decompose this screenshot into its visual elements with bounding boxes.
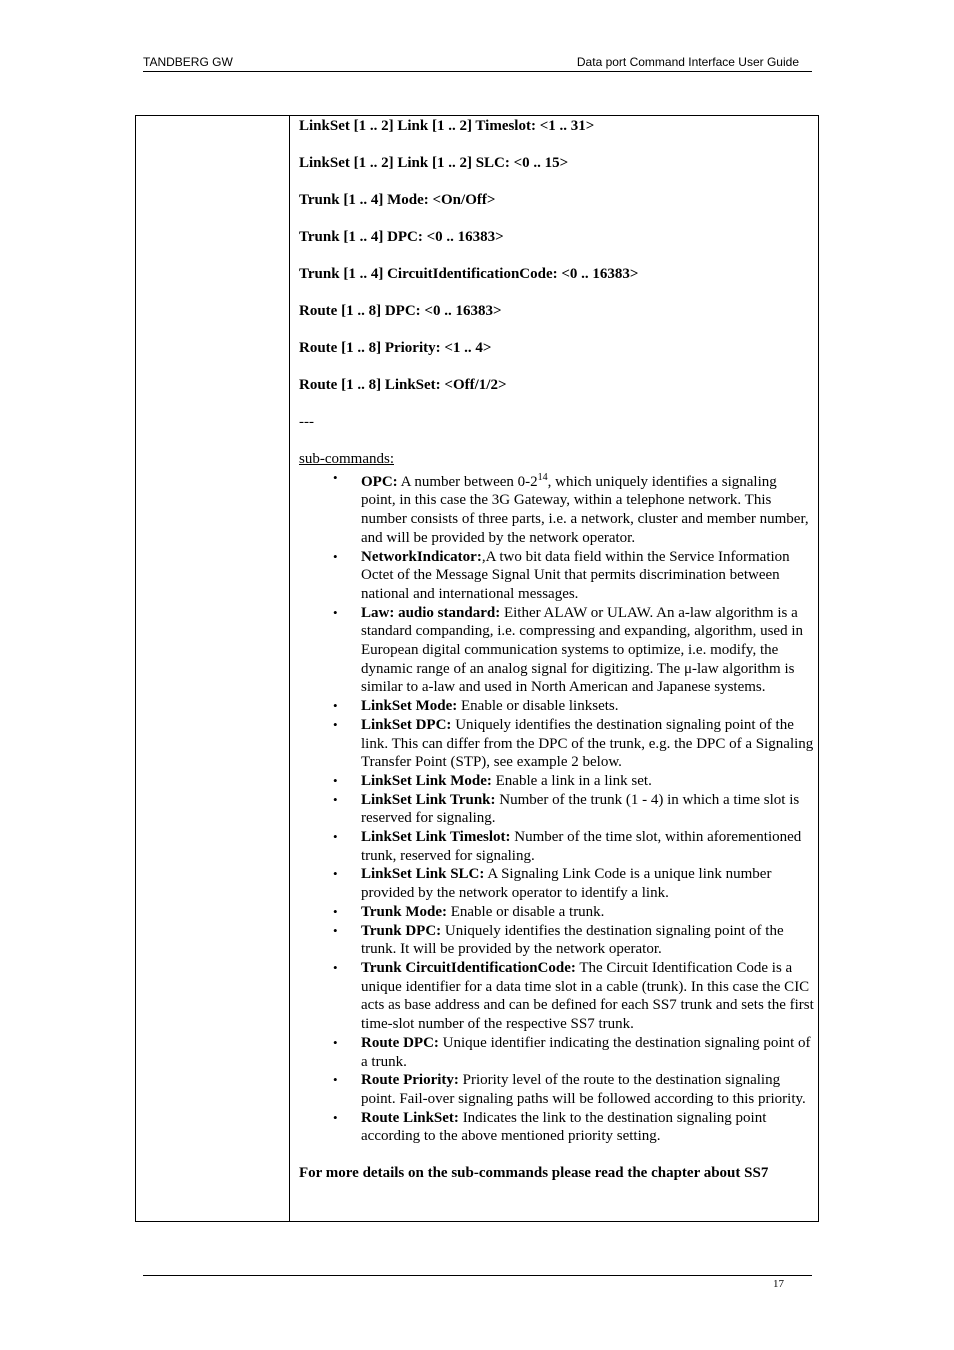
subcommand-term: LinkSet Link SLC: <box>361 866 485 883</box>
subcommand-term: Trunk DPC: <box>361 922 442 939</box>
bullet-icon: • <box>333 866 338 882</box>
command-syntax: LinkSet [1 .. 2] Link [1 .. 2] SLC: <0 .. 15> <box>299 155 569 171</box>
bullet-icon: • <box>333 922 338 938</box>
subcommand-term: NetworkIndicator: <box>361 548 482 565</box>
command-syntax: Route [1 .. 8] Priority: <1 .. 4> <box>299 340 492 356</box>
subcommand-item <box>299 716 814 772</box>
subcommand-term: Trunk CircuitIdentificationCode: <box>361 959 576 976</box>
subcommand-term: Route LinkSet: <box>361 1109 459 1126</box>
command-syntax: Trunk [1 .. 4] CircuitIdentificationCode: <0 .. 16383> <box>299 266 639 282</box>
subcommand-item <box>299 922 814 959</box>
subcommand-term: LinkSet Link Trunk: <box>361 791 496 808</box>
command-table <box>135 115 819 1222</box>
subcommand-text: Either ALAW or ULAW. An a-law algorithm is a standard companding, i.e. compressing and expanding, algorithm, used in European digital communication systems to optimize, i.e. modify, the dynamic range of an analog signal for digitizing. The μ-law algorithm is similar to a-law and used in North American and Japanese systems. <box>361 604 803 696</box>
subcommand-text: , which uniquely identifies a signaling point, in this case the 3G Gateway, within a telephone network. This number consists of three parts, i.e. a network, cluster and member number, and will be provided by the network operator. <box>361 473 809 546</box>
page-number: 17 <box>773 1278 784 1290</box>
command-syntax: LinkSet [1 .. 2] Link [1 .. 2] Timeslot: <1 .. 31> <box>299 118 595 134</box>
subcommand-text: The Circuit Identification Code is a unique identifier for a data time slot in a cable (trunk). In this case the CIC acts as base address and can be defined for each SS7 trunk and sets the first time-slot number of the respective SS7 trunk. <box>361 959 814 1033</box>
bullet-icon: • <box>333 829 338 845</box>
subcommand-text: Uniquely identifies the destination signaling point of the trunk. It will be provided by the network operator. <box>361 922 784 958</box>
subcommand-item <box>299 828 814 865</box>
subcommand-item <box>299 791 814 828</box>
subcommand-text: Priority level of the route to the destination signaling point. Fail-over signaling paths will be followed according to this priority. <box>361 1072 806 1107</box>
subcommand-term: Law: audio standard: <box>361 604 501 621</box>
subcommand-item <box>299 1109 814 1146</box>
command-syntax: Route [1 .. 8] LinkSet: <Off/1/2> <box>299 377 507 393</box>
subcommand-item <box>299 865 814 902</box>
bullet-icon: • <box>333 548 338 564</box>
separator: --- <box>299 414 314 430</box>
bullet-icon: • <box>333 1072 338 1088</box>
bullet-icon: • <box>333 698 338 714</box>
subcommand-text: Indicates the link to the destination signaling point according to the above mentioned priority setting. <box>361 1109 767 1145</box>
column-divider <box>289 116 290 1221</box>
subcommand-term: Trunk Mode: <box>361 903 447 920</box>
command-list <box>299 117 814 413</box>
subcommand-text: Enable or disable linksets. <box>457 698 619 715</box>
subcommand-text: Enable or disable a trunk. <box>446 903 605 920</box>
command-description-cell <box>299 117 814 1183</box>
bullet-icon: • <box>333 903 338 919</box>
bullet-icon: • <box>333 469 338 485</box>
subcommand-term: Route DPC: <box>361 1034 439 1051</box>
subcommand-item <box>299 1034 814 1071</box>
subcommand-term: LinkSet DPC: <box>361 716 452 733</box>
header-left: TANDBERG GW <box>143 55 233 69</box>
subcommand-item <box>299 548 814 604</box>
subcommand-term: OPC: <box>361 473 398 490</box>
subcommand-item <box>299 697 814 716</box>
bullet-icon: • <box>333 772 338 788</box>
subcommand-item <box>299 772 814 791</box>
bullet-icon: • <box>333 959 338 975</box>
bullet-icon: • <box>333 791 338 807</box>
subcommand-text: Unique identifier indicating the destination signaling point of a trunk. <box>361 1034 811 1070</box>
bullet-icon: • <box>333 1109 338 1125</box>
subcommand-item <box>299 604 814 698</box>
command-syntax: Route [1 .. 8] DPC: <0 .. 16383> <box>299 303 502 319</box>
subcommand-text: Enable a link in a link set. <box>491 772 652 789</box>
subcommand-term: LinkSet Link Mode: <box>361 772 492 789</box>
subcommand-term: Route Priority: <box>361 1072 459 1089</box>
exponent: 14 <box>537 471 548 483</box>
header-right: Data port Command Interface User Guide <box>576 55 799 69</box>
subcommand-text: ,A two bit data field within the Service Information Octet of the Message Signal Unit that permits discrimination between national and international messages. <box>361 548 790 602</box>
subcommand-item <box>299 903 814 922</box>
subcommand-item <box>299 1071 814 1108</box>
subcommand-item <box>299 469 814 548</box>
command-syntax: Trunk [1 .. 4] DPC: <0 .. 16383> <box>299 229 504 245</box>
bullet-icon: • <box>333 716 338 732</box>
subcommand-term: LinkSet Link Timeslot: <box>361 829 511 846</box>
page-header <box>143 54 812 72</box>
subcommand-text: Number of the trunk (1 - 4) in which a time slot is reserved for signaling. <box>361 791 800 827</box>
subcommands-heading: sub-commands: <box>299 451 394 467</box>
bullet-icon: • <box>333 1034 338 1050</box>
page-footer <box>143 1275 812 1290</box>
bullet-icon: • <box>333 604 338 620</box>
subcommand-text: Number of the time slot, within aforementioned trunk, reserved for signaling. <box>361 829 802 864</box>
footer-note: For more details on the sub-commands please read the chapter about SS7 <box>299 1165 769 1182</box>
subcommand-term: LinkSet Mode: <box>361 698 458 715</box>
command-syntax: Trunk [1 .. 4] Mode: <On/Off> <box>299 192 496 208</box>
subcommand-text: A number between 0-2 <box>397 473 538 490</box>
subcommand-text: A Signaling Link Code is a unique link number provided by the network operator to identify a link. <box>361 866 772 902</box>
subcommand-text: Uniquely identifies the destination signaling point of the link. This can differ from the DPC of the trunk, e.g. the DPC of a Signaling Transfer Point (STP), see example 2 below. <box>361 716 814 771</box>
subcommand-list <box>299 469 814 1146</box>
subcommand-item <box>299 959 814 1034</box>
